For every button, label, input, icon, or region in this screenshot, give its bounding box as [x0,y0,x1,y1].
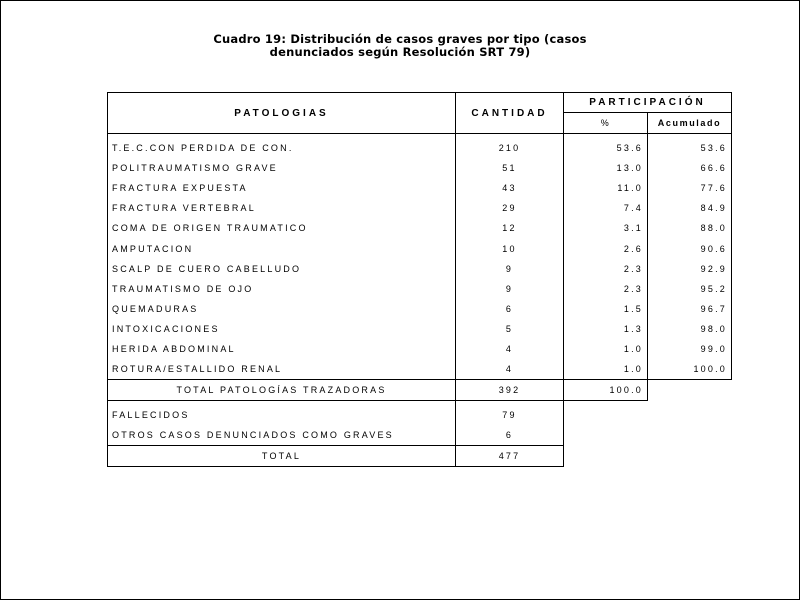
grand-total-row [108,446,732,467]
cases-table [107,92,732,467]
row-cantidad: 210 [456,134,564,159]
total-trazadoras-cantidad: 392 [456,380,564,401]
row-name: SCALP DE CUERO CABELLUDO [108,259,456,279]
row-pct: 1.5 [623,303,643,314]
row-pct: 2.3 [623,283,643,294]
row-acumulado: 92.9 [648,259,732,279]
extra-row-cantidad: 6 [456,425,564,446]
row-acumulado: 66.6 [648,158,732,178]
row-acumulado: 77.6 [648,178,732,198]
row-name: INTOXICACIONES [108,319,456,339]
table-row [108,319,732,339]
total-trazadoras-row [108,380,732,401]
grand-total-cantidad: 477 [456,446,564,467]
grand-total-label: TOTAL [108,446,456,467]
extra-row [108,401,732,426]
title-line-1: Cuadro 19: Distribución de casos graves por tipo (casos [213,32,587,46]
table-row [108,198,732,218]
header-patologias: PATOLOGIAS [108,93,456,134]
row-cantidad: 5 [456,319,564,339]
row-name: TRAUMATISMO DE OJO [108,279,456,299]
header-acumulado: Acumulado [648,113,732,134]
row-acumulado: 96.7 [648,299,732,319]
row-acumulado: 88.0 [648,218,732,238]
row-acumulado: 90.6 [648,238,732,258]
pathology-rows [108,134,732,380]
row-acumulado: 95.2 [648,279,732,299]
row-name: COMA DE ORIGEN TRAUMATICO [108,218,456,238]
table-row [108,134,732,159]
extra-row-name: OTROS CASOS DENUNCIADOS COMO GRAVES [108,425,456,446]
row-acumulado: 99.0 [648,339,732,359]
row-pct: 2.3 [623,263,643,274]
header-pct: % [564,113,648,134]
row-name: POLITRAUMATISMO GRAVE [108,158,456,178]
table-row [108,238,732,258]
row-cantidad: 29 [456,198,564,218]
row-pct: 2.6 [623,243,643,254]
row-cantidad: 43 [456,178,564,198]
table-row [108,259,732,279]
title-line-2: denunciados según Resolución SRT 79) [269,45,531,59]
row-pct: 3.1 [623,223,643,234]
row-name: T.E.C.CON PERDIDA DE CON. [108,134,456,159]
row-pct: 1.0 [564,359,648,380]
table-row [108,359,732,380]
row-acumulado: 84.9 [648,198,732,218]
row-acumulado: 98.0 [648,319,732,339]
row-acumulado: 100.0 [648,359,732,380]
row-cantidad: 12 [456,218,564,238]
row-cantidad: 4 [456,339,564,359]
table-row [108,279,732,299]
header-cantidad: CANTIDAD [456,93,564,134]
row-name: HERIDA ABDOMINAL [108,339,456,359]
row-pct: 11.0 [617,183,643,194]
row-pct: 53.6 [616,143,643,154]
row-acumulado: 53.6 [648,134,732,159]
row-pct: 7.4 [623,203,643,214]
row-pct: 13.0 [616,163,643,174]
row-cantidad: 9 [456,279,564,299]
row-cantidad: 10 [456,238,564,258]
extra-rows [108,401,732,446]
row-cantidad: 4 [456,359,564,380]
extra-row-name: FALLECIDOS [108,401,456,426]
total-trazadoras-label: TOTAL PATOLOGÍAS TRAZADORAS [108,380,456,401]
header-participacion: PARTICIPACIÓN [564,93,732,113]
total-trazadoras-pct: 100.0 [564,380,648,401]
row-name: QUEMADURAS [108,299,456,319]
row-name: ROTURA/ESTALLIDO RENAL [108,359,456,380]
table-row [108,178,732,198]
row-pct: 1.0 [623,343,643,354]
table-row [108,299,732,319]
extra-row [108,425,732,446]
table-row [108,158,732,178]
row-cantidad: 6 [456,299,564,319]
row-name: FRACTURA VERTEBRAL [108,198,456,218]
row-name: AMPUTACION [108,238,456,258]
table-row [108,218,732,238]
table-row [108,339,732,359]
row-pct: 1.3 [623,323,643,334]
extra-row-cantidad: 79 [456,401,564,426]
row-cantidad: 9 [456,259,564,279]
table-title [150,33,650,59]
row-name: FRACTURA EXPUESTA [108,178,456,198]
row-cantidad: 51 [456,158,564,178]
